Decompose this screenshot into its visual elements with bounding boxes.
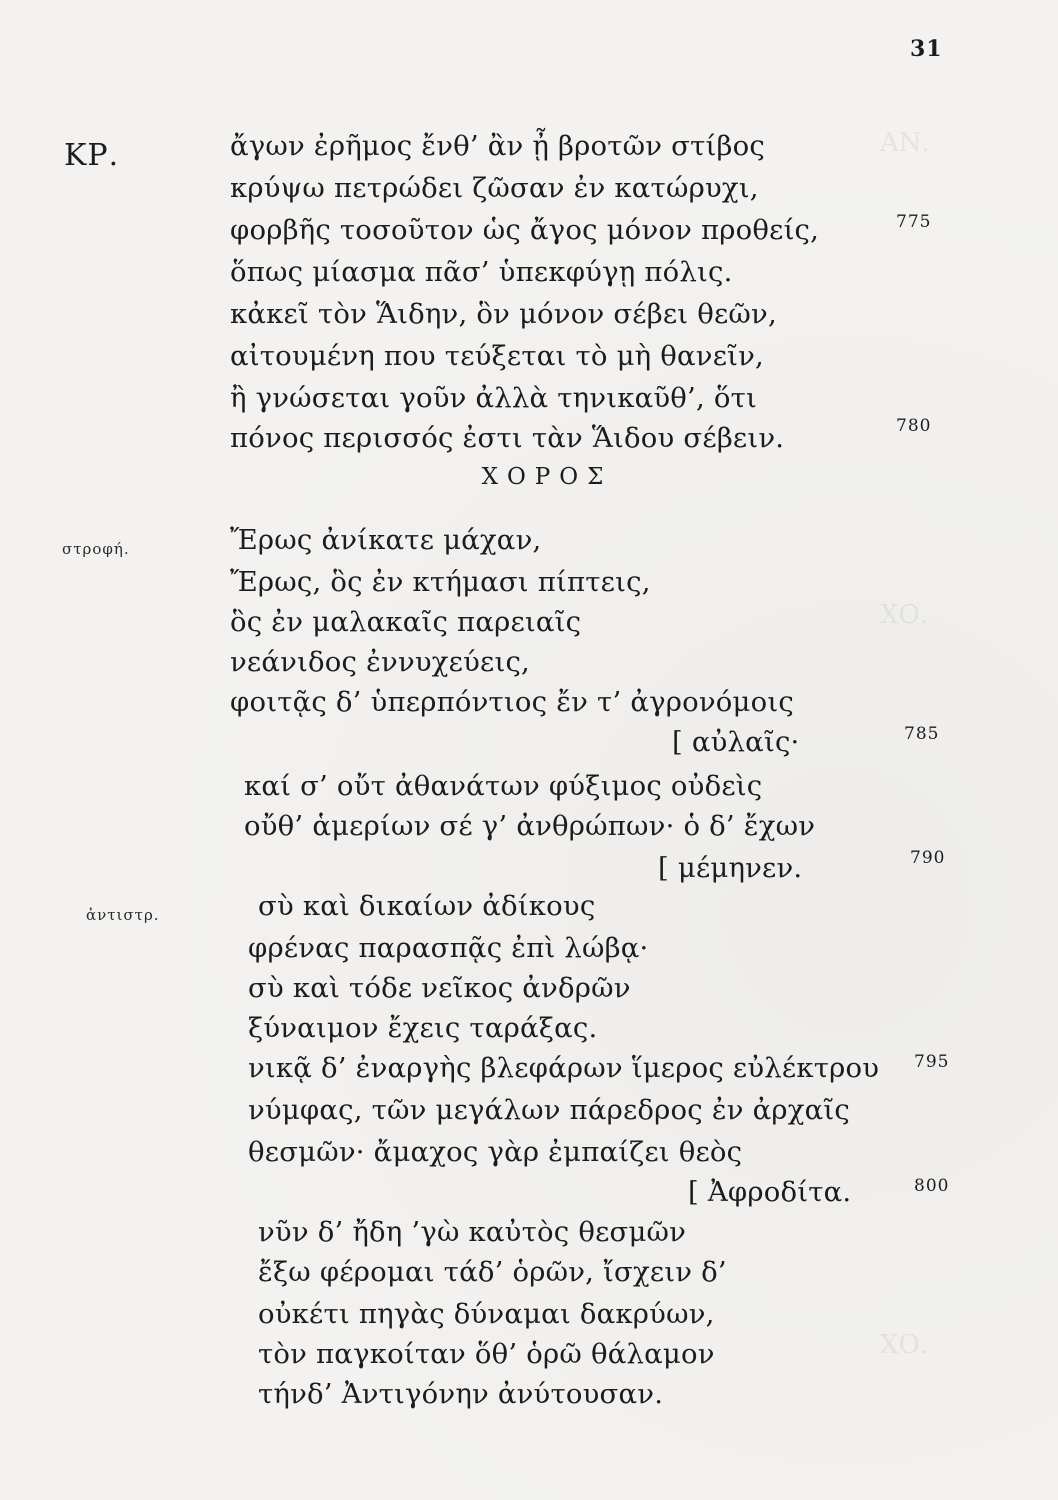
verse-line: νύμφας, τῶν μεγάλων πάρεδρος ἐν ἀρχαῖς [248, 1094, 851, 1126]
verse-line: νῦν δ’ ἤδη ’γὼ καὐτὸς θεσμῶν [258, 1216, 687, 1248]
verse-line: τὸν παγκοίταν ὅθ’ ὁρῶ θάλαμον [258, 1338, 715, 1370]
line-number: 800 [914, 1176, 950, 1196]
verse-line: κρύψω πετρώδει ζῶσαν ἐν κατώρυχι, [230, 172, 759, 204]
verse-line: νεάνιδος ἐννυχεύεις, [230, 646, 531, 678]
verse-line: φοιτᾷς δ’ ὑπερπόντιος ἔν τ’ ἀγρονόμοις [230, 686, 794, 718]
verse-line: ὅπως μίασμα πᾶσ’ ὑπεκφύγῃ πόλις. [230, 256, 733, 288]
bleed-through-text: ΧΟ. [880, 1330, 929, 1360]
verse-line: φρένας παρασπᾷς ἐπὶ λώβᾳ· [248, 932, 649, 964]
line-number: 790 [910, 848, 946, 868]
bleed-through-text: ΧΟ. [880, 600, 929, 630]
verse-line: ἢ γνώσεται γοῦν ἀλλὰ τηνικαῦθ’, ὅτι [230, 382, 758, 414]
verse-line: θεσμῶν· ἄμαχος γὰρ ἐμπαίζει θεὸς [248, 1136, 743, 1168]
speaker-label: ΚΡ. [64, 138, 120, 173]
verse-line-continuation: [ αὐλαῖς· [672, 726, 800, 758]
line-number: 785 [904, 724, 940, 744]
verse-line: καί σ’ οὔτ ἀθανάτων φύξιμος οὐδεὶς [244, 770, 763, 802]
strophe-label: στροφή. [62, 540, 130, 558]
bleed-through-text: ΑΝ. [880, 128, 930, 158]
verse-line: οὐκέτι πηγὰς δύναμαι δακρύων, [258, 1298, 715, 1330]
verse-line: σὺ καὶ δικαίων ἀδίκους [258, 890, 596, 922]
verse-line: νικᾷ δ’ ἐναργὴς βλεφάρων ἵμερος εὐλέκτρου [248, 1052, 880, 1084]
line-number: 795 [914, 1052, 950, 1072]
verse-line-continuation: [ μέμηνεν. [658, 852, 803, 884]
antistrophe-label: ἀντιστρ. [86, 906, 160, 924]
verse-line: Ἔρως, ὃς ἐν κτήμασι πίπτεις, [230, 566, 651, 598]
verse-line: πόνος περισσός ἐστι τὰν Ἅιδου σέβειν. [230, 422, 785, 454]
line-number: 775 [896, 212, 932, 232]
verse-line: οὔθ’ ἁμερίων σέ γ’ ἀνθρώπων· ὁ δ’ ἔχων [244, 810, 816, 842]
line-number: 780 [896, 416, 932, 436]
verse-line: Ἔρως ἀνίκατε μάχαν, [230, 524, 542, 556]
verse-line: φορβῆς τοσοῦτον ὡς ἄγος μόνον προθείς, [230, 214, 820, 246]
verse-line: κἀκεῖ τὸν Ἅιδην, ὃν μόνον σέβει θεῶν, [230, 298, 777, 330]
verse-line: ὃς ἐν μαλακαῖς παρειαῖς [230, 606, 582, 638]
page-number: 31 [910, 36, 943, 62]
verse-line: ξύναιμον ἔχεις ταράξας. [248, 1012, 598, 1044]
verse-line-continuation: [ Ἀφροδίτα. [688, 1176, 852, 1208]
chorus-heading: ΧΟΡΟΣ [481, 464, 613, 490]
verse-line: ἄγων ἐρῆμος ἔνθ’ ἂν ᾖ βροτῶν στίβος [230, 130, 765, 162]
verse-line: ἔξω φέρομαι τάδ’ ὁρῶν, ἴσχειν δ’ [258, 1256, 727, 1288]
verse-line: σὺ καὶ τόδε νεῖκος ἀνδρῶν [248, 972, 631, 1004]
verse-line: αἰτουμένη που τεύξεται τὸ μὴ θανεῖν, [230, 340, 764, 372]
verse-line: τήνδ’ Ἀντιγόνην ἀνύτουσαν. [258, 1378, 664, 1410]
